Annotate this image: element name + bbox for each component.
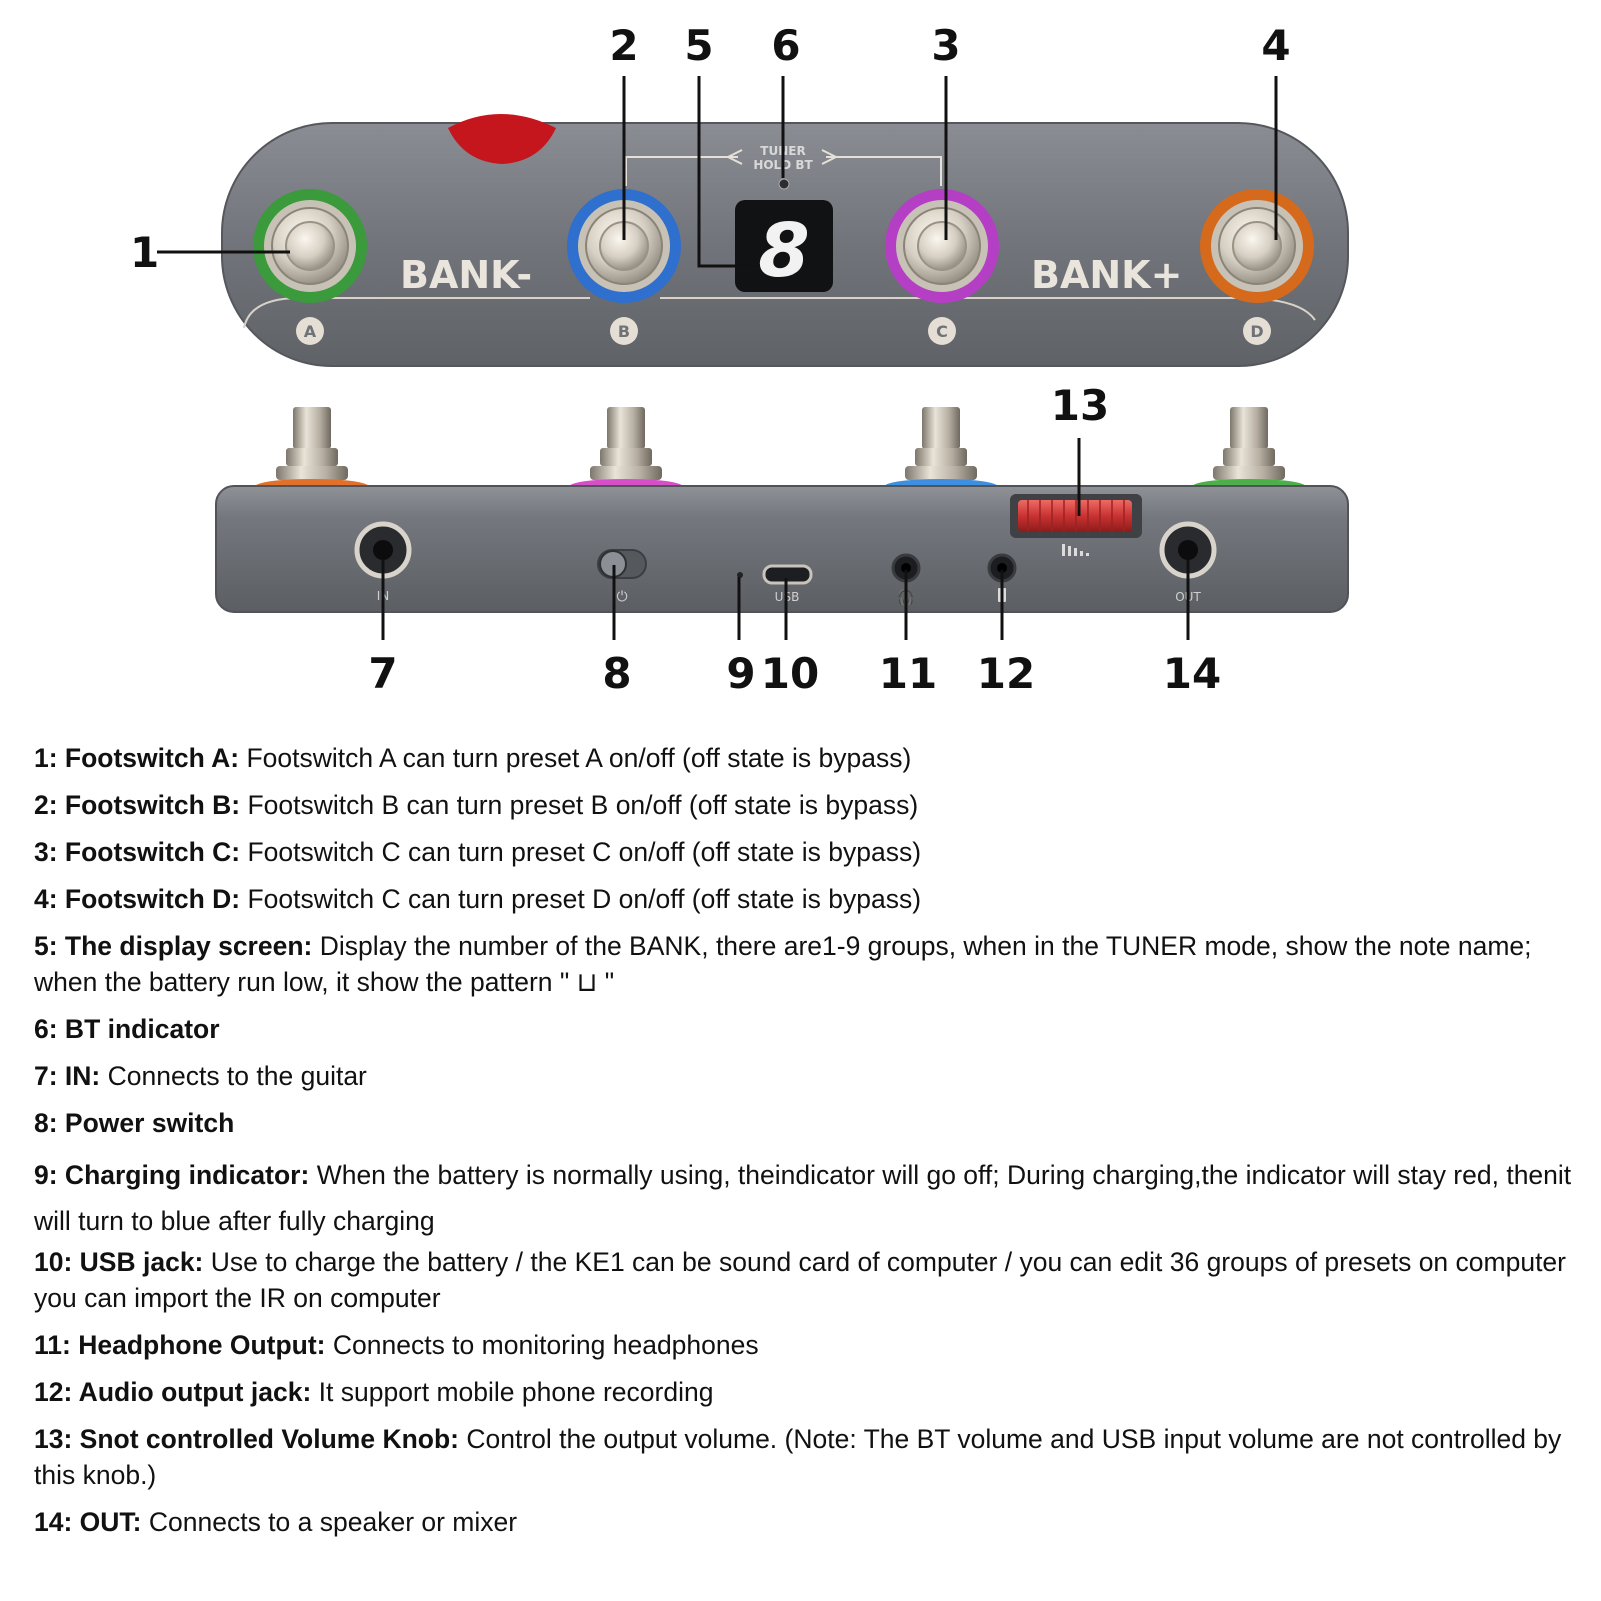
callout-11: 11 — [878, 649, 938, 698]
footswitch-d[interactable] — [1200, 189, 1314, 303]
callout-5: 5 — [684, 21, 714, 70]
tuner-label-line1: TUNER — [760, 144, 806, 158]
desc-title: 11: Headphone Output: — [34, 1330, 326, 1360]
device-diagram — [0, 0, 1601, 720]
callout-6: 6 — [771, 21, 801, 70]
callout-12: 12 — [976, 649, 1036, 698]
desc-text: Footswitch A can turn preset A on/off (off state is bypass) — [239, 743, 912, 773]
volume-knob[interactable] — [1010, 494, 1142, 538]
out-label: OUT — [1175, 590, 1201, 604]
rear-panel — [216, 407, 1348, 612]
desc-title: 13: Snot controlled Volume Knob: — [34, 1424, 459, 1454]
desc-text: Footswitch C can turn preset D on/off (off state is bypass) — [240, 884, 922, 914]
in-label: IN — [376, 589, 390, 603]
display-digit: 8 — [758, 208, 810, 294]
desc-text: It support mobile phone recording — [311, 1377, 714, 1407]
svg-text:D: D — [1250, 322, 1264, 341]
stomp-stem-4 — [1193, 407, 1305, 493]
tuner-label-line2: HOLD BT — [753, 158, 813, 172]
desc-text: Control the output volume. (Note: The BT volume and USB input volume are not controlled by this knob.) — [34, 1424, 1562, 1490]
power-switch[interactable] — [598, 550, 646, 578]
callout-7: 7 — [368, 649, 398, 698]
desc-text: Connects to monitoring headphones — [325, 1330, 759, 1360]
desc-text: When the battery is normally using, theindicator will go off; During charging,the indicator will stay red, thenit will turn to blue after fully charging — [34, 1160, 1572, 1236]
desc-item-3 — [34, 834, 1574, 870]
footswitch-letter-b — [610, 317, 638, 345]
desc-title: 3: Footswitch C: — [34, 837, 241, 867]
stomp-stem-2 — [570, 407, 682, 493]
footswitch-c[interactable] — [885, 189, 999, 303]
desc-text: Connects to the guitar — [100, 1061, 367, 1091]
desc-item-5 — [34, 928, 1574, 1000]
description-list — [34, 740, 1574, 1551]
bank-minus-label: BANK- — [400, 253, 533, 297]
callout-4: 4 — [1261, 21, 1291, 70]
top-panel — [222, 114, 1348, 366]
desc-title: 12: Audio output jack: — [34, 1377, 312, 1407]
footswitch-letter-a — [296, 317, 324, 345]
callout-1: 1 — [130, 228, 160, 277]
stomp-stem-3 — [885, 407, 997, 493]
desc-item-1 — [34, 740, 1574, 776]
desc-item-12 — [34, 1374, 1574, 1410]
callout-9: 9 — [726, 649, 756, 698]
desc-item-14 — [34, 1504, 1574, 1540]
svg-text:B: B — [617, 322, 631, 341]
callout-2: 2 — [609, 21, 639, 70]
desc-item-6 — [34, 1011, 1574, 1047]
desc-title: 1: Footswitch A: — [34, 743, 240, 773]
usb-label: USB — [774, 590, 800, 604]
footswitch-letter-d — [1243, 317, 1271, 345]
desc-text: Use to charge the battery / the KE1 can be sound card of computer / you can edit 36 groups of presets on computer you can import the IR on computer — [34, 1247, 1566, 1313]
headphone-icon: 🎧 — [896, 588, 916, 606]
desc-title: 6: BT indicator — [34, 1014, 220, 1044]
callout-14: 14 — [1162, 649, 1222, 698]
desc-title: 9: Charging indicator: — [34, 1160, 310, 1190]
desc-title: 5: The display screen: — [34, 931, 313, 961]
desc-item-11 — [34, 1327, 1574, 1363]
desc-title: 2: Footswitch B: — [34, 790, 241, 820]
callout-3: 3 — [931, 21, 961, 70]
desc-text: Footswitch B can turn preset B on/off (off state is bypass) — [240, 790, 919, 820]
stomp-stem-1 — [256, 407, 368, 493]
desc-title: 10: USB jack: — [34, 1247, 204, 1277]
desc-text: Display the number of the BANK, there are1-9 groups, when in the TUNER mode, show the note name; when the battery run low, it show the pattern " ⊔ " — [34, 931, 1532, 997]
footswitch-letter-c — [928, 317, 956, 345]
desc-item-13 — [34, 1421, 1574, 1493]
desc-title: 7: IN: — [34, 1061, 101, 1091]
desc-title: 14: OUT: — [34, 1507, 142, 1537]
callout-13: 13 — [1050, 381, 1110, 430]
bt-indicator-led — [779, 179, 789, 189]
bank-plus-label: BANK+ — [1031, 253, 1183, 297]
desc-text: Footswitch C can turn preset C on/off (off state is bypass) — [240, 837, 922, 867]
desc-item-2 — [34, 787, 1574, 823]
desc-title: 4: Footswitch D: — [34, 884, 241, 914]
callout-8: 8 — [602, 649, 632, 698]
svg-text:A: A — [303, 322, 317, 341]
callout-10: 10 — [760, 649, 820, 698]
desc-text: Connects to a speaker or mixer — [141, 1507, 518, 1537]
power-icon: ⏻ — [616, 589, 628, 605]
desc-item-7 — [34, 1058, 1574, 1094]
desc-item-10 — [34, 1244, 1574, 1316]
desc-item-9 — [34, 1152, 1574, 1244]
desc-title: 8: Power switch — [34, 1108, 235, 1138]
desc-item-4 — [34, 881, 1574, 917]
svg-text:C: C — [936, 322, 948, 341]
footswitch-a[interactable] — [253, 189, 367, 303]
desc-item-8 — [34, 1105, 1574, 1141]
